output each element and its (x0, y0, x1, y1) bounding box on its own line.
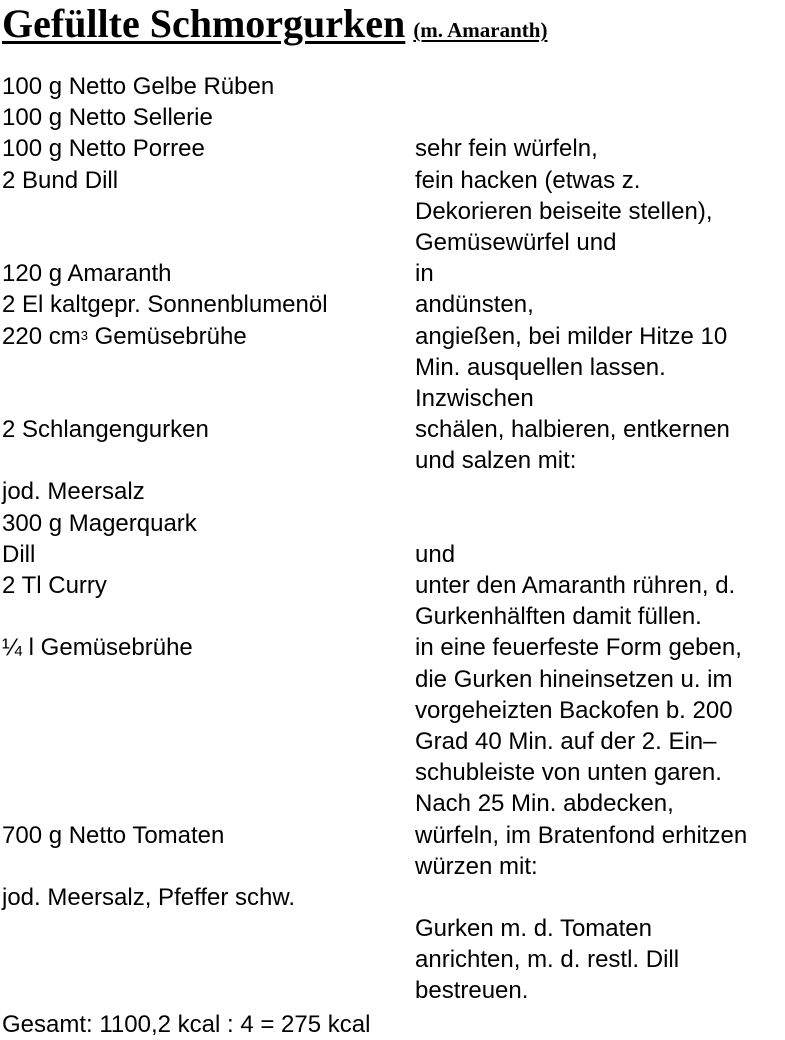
instruction-text: vorgeheizten Backofen b. 200 (415, 696, 733, 724)
instruction-text: unter den Amaranth rühren, d. (415, 572, 736, 599)
recipe-row (2, 757, 785, 788)
instruction-text: Dekorieren beiseite stellen), (415, 197, 713, 225)
recipe-row (2, 539, 785, 570)
instruction-text: würfeln, im Bratenfond erhitzen (415, 821, 748, 849)
ingredient-text: 100 g Netto Gelbe Rüben (2, 73, 275, 100)
recipe-row (2, 851, 785, 882)
recipe-row (2, 196, 785, 227)
ingredient-text: 100 g Netto Porree (2, 135, 205, 163)
recipe-row (2, 352, 785, 383)
ingredient-text: 2 El kaltgepr. Sonnenblumenöl (2, 291, 328, 319)
superscript: 3 (80, 327, 88, 343)
recipe-row (2, 975, 785, 1006)
recipe-row (2, 726, 785, 757)
recipe-title-main: Gefüllte Schmorgurken (2, 1, 406, 46)
recipe-title (2, 0, 547, 47)
instruction-text: Gurken m. d. Tomaten (415, 915, 652, 943)
recipe-row (2, 632, 785, 663)
instruction-text: Nach 25 Min. abdecken, (415, 790, 674, 818)
recipe-row (2, 882, 785, 913)
ingredient-text: 300 g Magerquark (2, 509, 197, 537)
recipe-row (2, 414, 785, 445)
recipe-row (2, 289, 785, 320)
recipe-row (2, 71, 785, 102)
instruction-text: Gurkenhälften damit füllen. (415, 603, 702, 631)
recipe-row (2, 601, 785, 632)
instruction-text: Grad 40 Min. auf der 2. Ein– (415, 727, 717, 755)
recipe-row (2, 445, 785, 476)
ingredient-text: ¼ l Gemüsebrühe (2, 634, 193, 662)
recipe-row (2, 258, 785, 289)
instruction-text: andünsten, (415, 291, 534, 319)
recipe-title-sub: (m. Amaranth) (413, 18, 548, 42)
instruction-text: sehr fein würfeln, (415, 135, 598, 163)
recipe-row (2, 913, 785, 944)
ingredient-text: 2 Tl Curry (2, 572, 107, 599)
instruction-text: schubleiste von unten garen. (415, 759, 722, 787)
ingredient-text: 120 g Amaranth (2, 260, 172, 288)
ingredient-text (2, 321, 247, 352)
recipe-row (2, 165, 785, 196)
recipe-row (2, 695, 785, 726)
instruction-text: in (415, 260, 434, 288)
recipe-row (2, 383, 785, 414)
instruction-text: in eine feuerfeste Form geben, (415, 634, 742, 662)
instruction-text: angießen, bei milder Hitze 10 (415, 322, 728, 350)
ingredient-instruction-list (2, 71, 785, 1007)
ingredient-text: jod. Meersalz (2, 478, 145, 506)
ingredient-text-part: Gemüsebrühe (87, 322, 247, 350)
ingredient-text: 2 Bund Dill (2, 166, 119, 194)
instruction-text: fein hacken (etwas z. (415, 166, 641, 194)
instruction-text: schälen, halbieren, entkernen (415, 416, 730, 444)
recipe-row (2, 321, 785, 352)
instruction-text: und salzen mit: (415, 447, 577, 475)
ingredient-text-part: 220 cm (2, 322, 81, 350)
ingredient-text: 2 Schlangengurken (2, 416, 209, 444)
recipe-row (2, 227, 785, 258)
recipe-row (2, 570, 785, 601)
ingredient-text: jod. Meersalz, Pfeffer schw. (2, 883, 296, 911)
instruction-text: würzen mit: (415, 852, 538, 880)
instruction-text: anrichten, m. d. restl. Dill (415, 946, 680, 974)
instruction-text: Inzwischen (415, 384, 534, 412)
ingredient-text: 100 g Netto Sellerie (2, 104, 213, 132)
recipe-row (2, 820, 785, 851)
recipe-row (2, 476, 785, 507)
recipe-row (2, 664, 785, 695)
instruction-text: Gemüsewürfel und (415, 228, 617, 256)
ingredient-text: Dill (2, 540, 36, 568)
instruction-text: bestreuen. (415, 977, 529, 1005)
recipe-row (2, 788, 785, 819)
instruction-text: Min. ausquellen lassen. (415, 353, 666, 381)
recipe-row (2, 508, 785, 539)
calorie-total: Gesamt: 1100,2 kcal : 4 = 275 kcal (2, 1011, 371, 1038)
instruction-text: und (415, 540, 456, 568)
recipe-row (2, 102, 785, 133)
ingredient-text: 700 g Netto Tomaten (2, 821, 225, 849)
recipe-row (2, 133, 785, 164)
instruction-text: die Gurken hineinsetzen u. im (415, 665, 733, 693)
recipe-row (2, 944, 785, 975)
